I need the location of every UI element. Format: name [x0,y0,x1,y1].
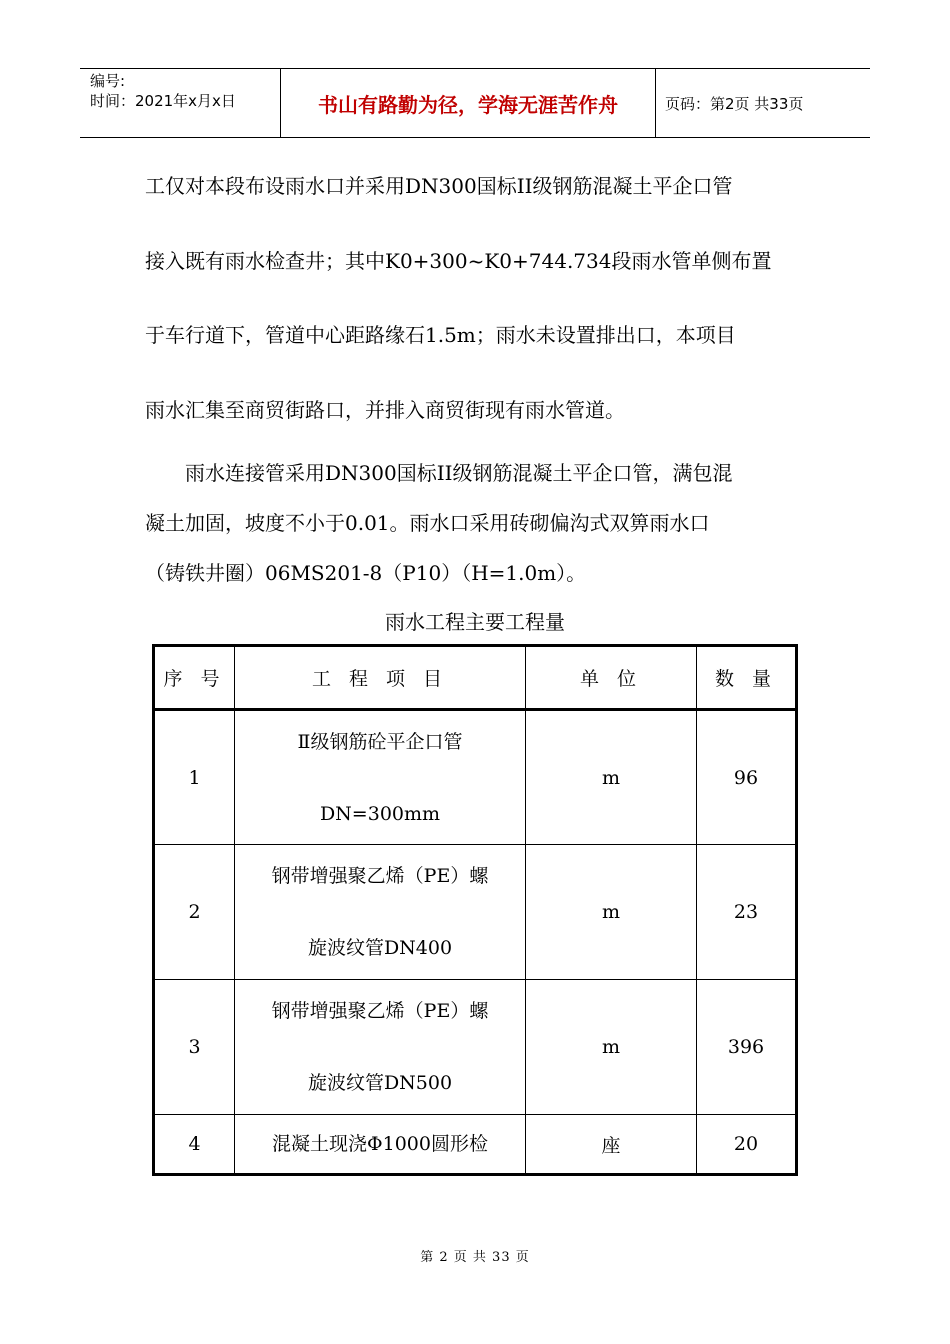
row-item-line1: 钢带增强聚乙烯（PE）螺 [271,1000,489,1022]
header-no: 序 号 [154,646,235,710]
body-line-5: 雨水连接管采用DN300国标II级钢筋混凝土平企口管，满包混 [145,461,733,485]
header-meta [80,69,280,137]
row-item [235,1115,526,1175]
body-line-1: 工仅对本段布设雨水口并采用DN300国标II级钢筋混凝土平企口管 [145,174,733,198]
row-unit: m [526,845,697,980]
row-unit: m [526,710,697,845]
table-row [154,980,797,1115]
row-no: 4 [154,1115,235,1175]
row-item-line2: 旋波纹管DN500 [307,1072,453,1094]
header-qty: 数 量 [697,646,797,710]
page-header [80,68,870,138]
row-item-line1: 混凝土现浇Φ1000圆形检 [272,1133,488,1155]
header-unit: 单 位 [526,646,697,710]
body-line-3: 于车行道下，管道中心距路缘石1.5m；雨水未设置排出口，本项目 [145,323,736,347]
quantities-table [152,644,798,1176]
body-line-2: 接入既有雨水检查井；其中K0+300~K0+744.734段雨水管单侧布置 [145,249,772,273]
row-item [235,845,526,980]
header-motto: 书山有路勤为径，学海无涯苦作舟 [280,69,656,137]
row-unit: m [526,980,697,1115]
row-item-line2: DN=300mm [319,802,441,825]
page-footer: 第 2 页 共 33 页 [420,1250,530,1265]
table-row [154,710,797,845]
row-item [235,710,526,845]
body-line-4: 雨水汇集至商贸街路口，并排入商贸街现有雨水管道。 [145,398,625,422]
row-qty: 396 [697,980,797,1115]
table-caption: 雨水工程主要工程量 [385,610,565,634]
row-qty: 20 [697,1115,797,1175]
body-line-7: （铸铁井圈）06MS201-8（P10）（H=1.0m）。 [145,561,587,585]
row-no: 2 [154,845,235,980]
row-no: 3 [154,980,235,1115]
body-line-6: 凝土加固，坡度不小于0.01。雨水口采用砖砌偏沟式双箅雨水口 [145,511,710,535]
header-item: 工 程 项 目 [235,646,526,710]
row-item [235,980,526,1115]
table-row [154,1115,797,1175]
row-no: 1 [154,710,235,845]
table-header-row [154,646,797,710]
row-qty: 96 [697,710,797,845]
row-item-line1: 钢带增强聚乙烯（PE）螺 [271,865,489,887]
number-label: 编号: [90,72,126,90]
time-label: 时间：2021年x月x日 [90,92,236,110]
table-row [154,845,797,980]
header-page-info: 页码：第2页 共33页 [665,94,804,113]
row-item-line2: 旋波纹管DN400 [307,937,453,959]
row-item-line1: Ⅱ级钢筋砼平企口管 [297,730,463,753]
row-qty: 23 [697,845,797,980]
row-unit: 座 [526,1115,697,1175]
